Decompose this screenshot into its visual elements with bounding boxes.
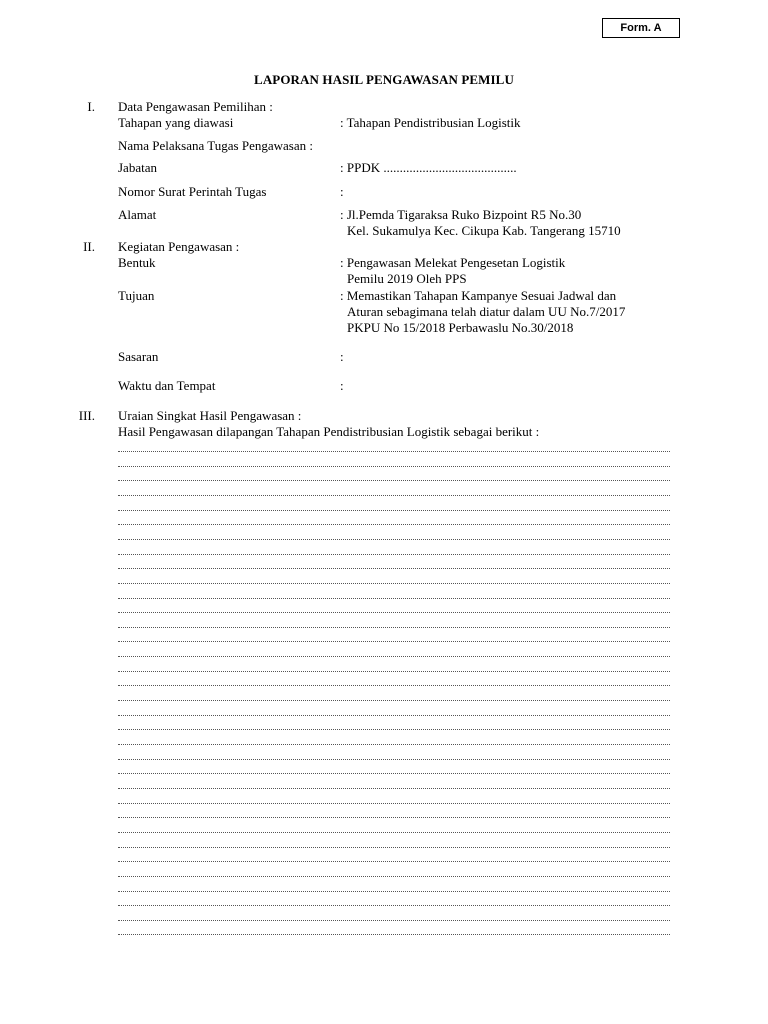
section-2-number: II. (83, 239, 95, 254)
dotted-line (118, 853, 670, 862)
label-sasaran: Sasaran (118, 349, 159, 364)
dotted-line (118, 546, 670, 555)
dotted-line (118, 502, 670, 511)
value-tujuan-line3: PKPU No 15/2018 Perbawaslu No.30/2018 (347, 320, 574, 335)
label-jabatan: Jabatan (118, 160, 157, 175)
dotted-line (118, 575, 670, 584)
value-bentuk-line2: Pemilu 2019 Oleh PPS (347, 271, 467, 286)
dotted-line (118, 443, 670, 452)
dotted-line (118, 458, 670, 467)
dotted-line (118, 912, 670, 921)
value-nomor-surat: : (340, 184, 344, 199)
section-1-number: I. (87, 99, 95, 114)
dotted-line (118, 897, 670, 906)
dotted-line (118, 795, 670, 804)
dotted-line (118, 765, 670, 774)
dotted-line (118, 751, 670, 760)
dotted-line (118, 926, 670, 935)
dotted-line (118, 472, 670, 481)
section-1-heading: Data Pengawasan Pemilihan : (118, 99, 273, 114)
label-waktu-tempat: Waktu dan Tempat (118, 378, 216, 393)
value-tujuan-line1: : Memastikan Tahapan Kampanye Sesuai Jadwal dan (340, 288, 617, 303)
dotted-line (118, 560, 670, 569)
label-tahapan: Tahapan yang diawasi (118, 115, 234, 130)
value-tahapan: : Tahapan Pendistribusian Logistik (340, 115, 521, 130)
value-waktu-tempat: : (340, 378, 344, 393)
dotted-line (118, 648, 670, 657)
dotted-line (118, 633, 670, 642)
label-alamat: Alamat (118, 207, 157, 222)
label-bentuk: Bentuk (118, 255, 156, 270)
dotted-line (118, 604, 670, 613)
dotted-line (118, 516, 670, 525)
label-nomor-surat: Nomor Surat Perintah Tugas (118, 184, 267, 199)
dotted-line (118, 707, 670, 716)
section-3-intro: Hasil Pengawasan dilapangan Tahapan Pendistribusian Logistik sebagai berikut : (118, 424, 540, 439)
dotted-line (118, 883, 670, 892)
value-sasaran: : (340, 349, 344, 364)
form-label-box: Form. A (602, 18, 680, 38)
dotted-line (118, 809, 670, 818)
dotted-line (118, 839, 670, 848)
dotted-line (118, 590, 670, 599)
dotted-line (118, 824, 670, 833)
value-alamat-line1: : Jl.Pemda Tigaraksa Ruko Bizpoint R5 No.30 (340, 207, 582, 222)
page-title: LAPORAN HASIL PENGAWASAN PEMILU (254, 72, 514, 87)
section-3-number: III. (78, 408, 95, 423)
dotted-line (118, 677, 670, 686)
value-jabatan: : PPDK ......................................... (340, 160, 517, 175)
section-2-heading: Kegiatan Pengawasan : (118, 239, 240, 254)
dotted-line (118, 663, 670, 672)
dotted-line (118, 780, 670, 789)
dotted-line (118, 619, 670, 628)
dotted-line (118, 721, 670, 730)
label-tujuan: Tujuan (118, 288, 155, 303)
dotted-line (118, 692, 670, 701)
dotted-line (118, 487, 670, 496)
value-bentuk-line1: : Pengawasan Melekat Pengesetan Logistik (340, 255, 566, 270)
section-3-heading: Uraian Singkat Hasil Pengawasan : (118, 408, 302, 423)
dotted-line (118, 868, 670, 877)
label-nama-pelaksana: Nama Pelaksana Tugas Pengawasan : (118, 138, 313, 153)
dotted-line (118, 531, 670, 540)
value-tujuan-line2: Aturan sebagimana telah diatur dalam UU No.7/2017 (347, 304, 626, 319)
dotted-line (118, 736, 670, 745)
value-alamat-line2: Kel. Sukamulya Kec. Cikupa Kab. Tangerang 15710 (347, 223, 621, 238)
